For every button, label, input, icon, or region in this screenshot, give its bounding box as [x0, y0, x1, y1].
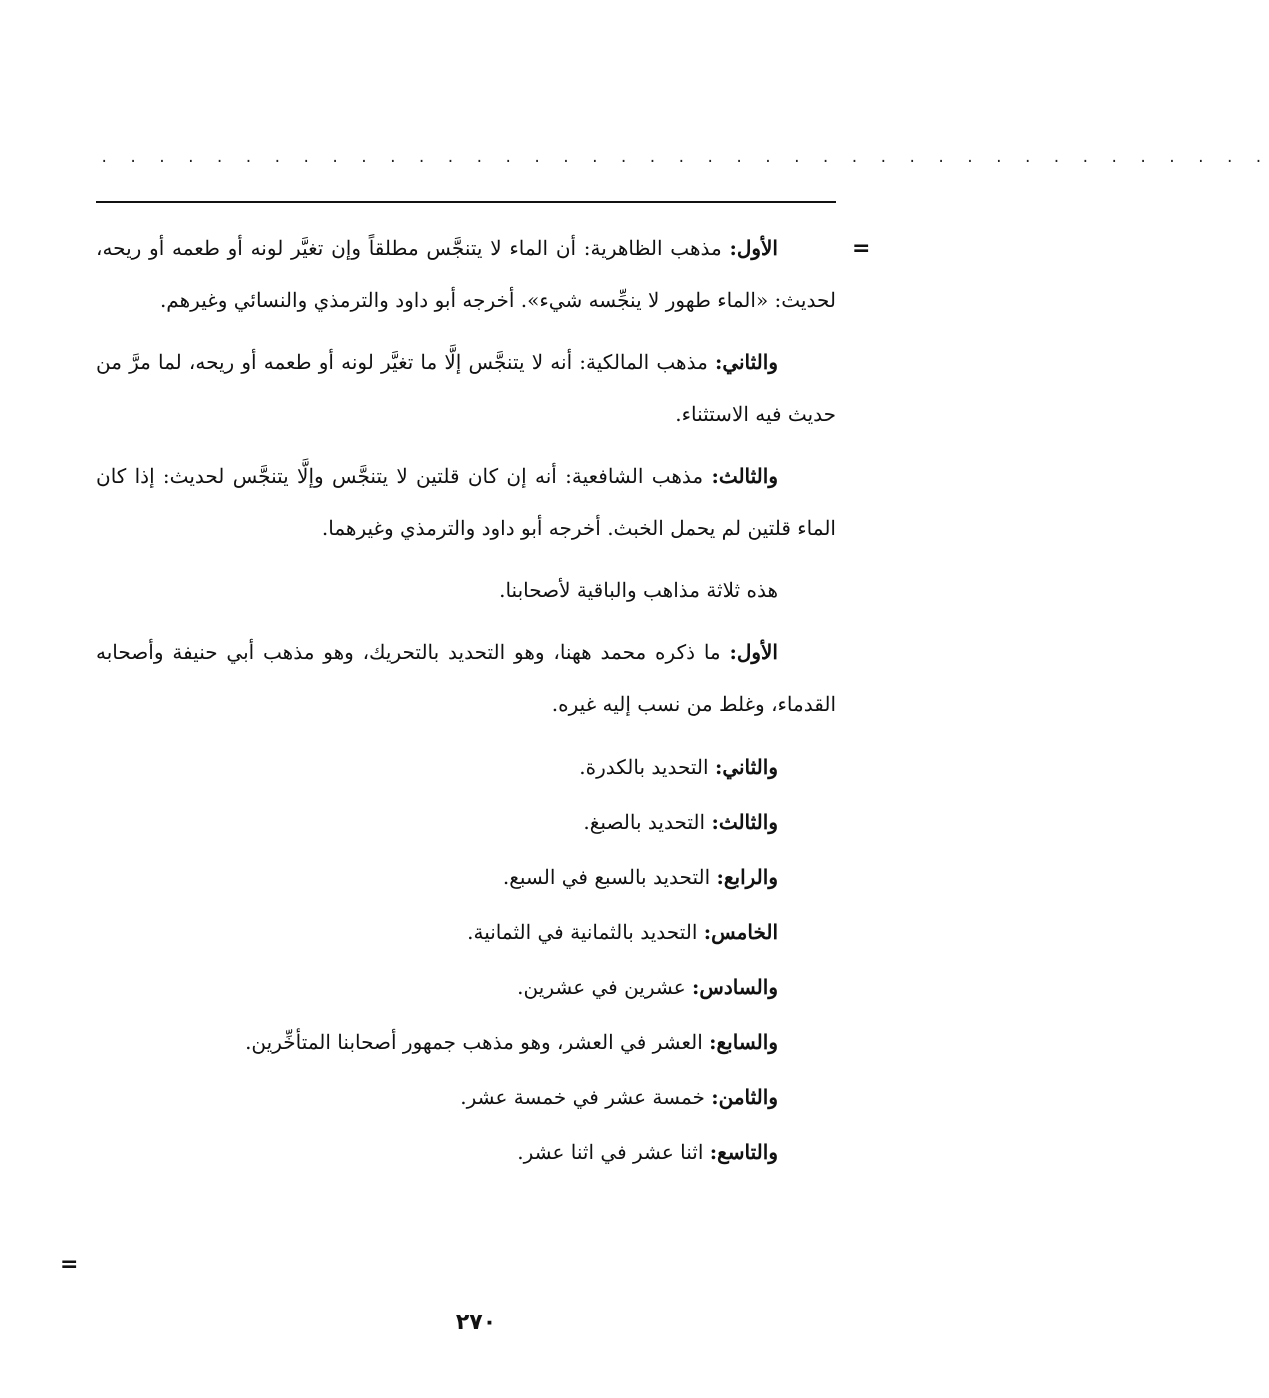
- page-body: [96, 222, 836, 1180]
- header-rule: [96, 201, 836, 203]
- list-item-text: التحديد بالثمانية في الثمانية.: [467, 920, 704, 944]
- list-item: [96, 1125, 836, 1180]
- paragraph-lead: والثاني:: [714, 350, 778, 374]
- page-number: ٢٧٠: [455, 1310, 497, 1335]
- list-item-text: خمسة عشر في خمسة عشر.: [460, 1085, 712, 1109]
- paragraph-lead: والثالث:: [711, 464, 778, 488]
- paragraph-lead: الأول:: [729, 236, 778, 260]
- list-item: [96, 1070, 836, 1125]
- paragraph: [96, 564, 836, 616]
- list-item-text: اثنا عشر في اثنا عشر.: [517, 1140, 710, 1164]
- list-item-text: التحديد بالصبغ.: [583, 810, 712, 834]
- list-item: [96, 905, 836, 960]
- paragraph: [96, 626, 836, 730]
- list-item-text: العشر في العشر، وهو مذهب جمهور أصحابنا المتأخِّرين.: [245, 1030, 710, 1054]
- list-item: [96, 960, 836, 1015]
- list-item-lead: والثامن:: [711, 1085, 778, 1109]
- list-item-lead: والثاني:: [714, 755, 778, 779]
- list-item-lead: والثالث:: [711, 810, 778, 834]
- list-item: [96, 795, 836, 850]
- list-item: [96, 1015, 836, 1070]
- list-item-lead: والسادس:: [692, 975, 778, 999]
- paragraph: [96, 222, 836, 326]
- margin-mark-bottom: =: [60, 1252, 79, 1277]
- paragraph-lead: الأول:: [729, 640, 778, 664]
- paragraph-text: مذهب الشافعية: أنه إن كان قلتين لا يتنجَّس وإلَّا يتنجَّس لحديث: إذا كان الماء قلتين لم يحمل الخبث. أخرجه أبو داود والترمذي وغيرهما.: [96, 464, 836, 540]
- paragraph-text: هذه ثلاثة مذاهب والباقية لأصحابنا.: [499, 578, 778, 602]
- list-item-lead: والتاسع:: [709, 1140, 778, 1164]
- list-item-lead: الخامس:: [703, 920, 778, 944]
- paragraph: [96, 336, 836, 440]
- list-item-text: عشرين في عشرين.: [517, 975, 693, 999]
- list-item-text: التحديد بالسبع في السبع.: [502, 865, 717, 889]
- list-item-lead: والرابع:: [716, 865, 778, 889]
- paragraph-text: مذهب الظاهرية: أن الماء لا يتنجَّس مطلقاً وإن تغيَّر لونه أو طعمه أو ريحه، لحديث: «الماء طهور لا ينجِّسه شيء». أخرجه أبو داود والترمذي والنسائي وغيرهم.: [96, 236, 836, 312]
- list-item-lead: والسابع:: [709, 1030, 778, 1054]
- margin-mark-top: =: [852, 236, 871, 261]
- paragraph: [96, 450, 836, 554]
- list-item: [96, 850, 836, 905]
- list-item: [96, 740, 836, 795]
- list-item-text: التحديد بالكدرة.: [579, 755, 715, 779]
- paragraph-text: مذهب المالكية: أنه لا يتنجَّس إلَّا ما تغيَّر لونه أو طعمه أو ريحه، لما مرَّ من حديث فيه الاستثناء.: [96, 350, 836, 426]
- paragraph-text: ما ذكره محمد ههنا، وهو التحديد بالتحريك، وهو مذهب أبي حنيفة وأصحابه القدماء، وغلط من نسب إليه غيره.: [96, 640, 836, 716]
- header-dotted-line: . . . . . . . . . . . . . . . . . . . . . . . . . . . . . . . . . . . . . . . . .: [100, 150, 1269, 166]
